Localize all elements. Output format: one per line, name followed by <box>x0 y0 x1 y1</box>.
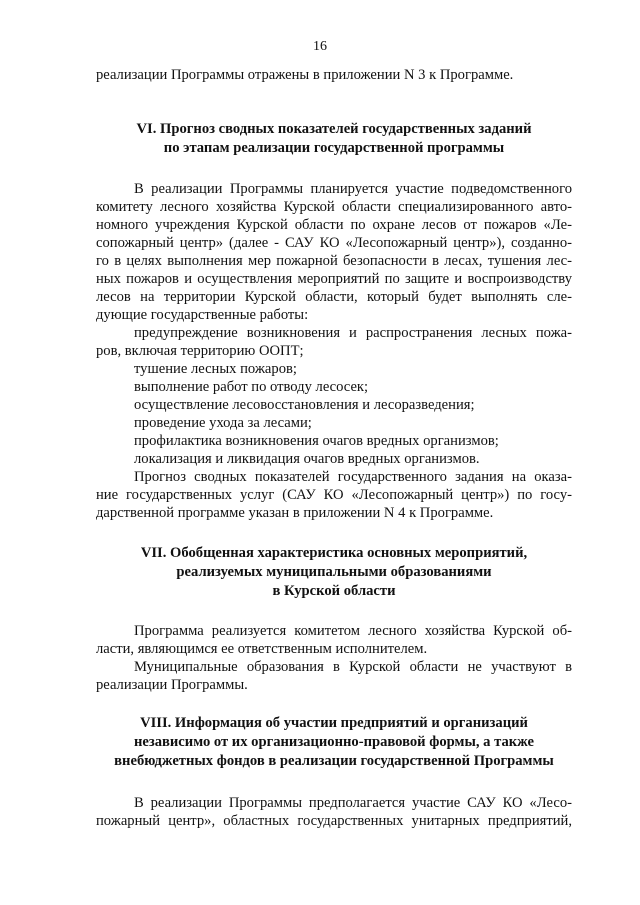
section-6-paragraph-line: лесов на территории Курской области, который будет выполнять сле- <box>96 289 572 305</box>
section-7-heading-line-1: VII. Обобщенная характеристика основных мероприятий, <box>140 545 528 561</box>
section-6-list-item: ров, включая территорию ООПТ; <box>96 343 304 359</box>
section-6-list-item: тушение лесных пожаров; <box>134 361 297 377</box>
section-7-heading-line-3: в Курской области <box>272 583 396 599</box>
section-6-list-item: предупреждение возникновения и распространения лесных пожа- <box>134 325 572 341</box>
intro-line: реализации Программы отражены в приложении N 3 к Программе. <box>96 67 514 83</box>
section-7-heading-line-2: реализуемых муниципальными образованиями <box>176 564 492 580</box>
section-6-heading-line-2: по этапам реализации государственной программы <box>163 140 505 156</box>
section-7-paragraph-line: Муниципальные образования в Курской области не участвуют в <box>134 659 572 675</box>
section-8-heading-line-2: независимо от их организационно-правовой формы, а также <box>133 734 535 750</box>
section-8-paragraph-line: пожарный центр», областных государственных унитарных предприятий, <box>96 813 572 829</box>
section-6-paragraph-line: В реализации Программы планируется участие подведомственного <box>134 181 572 197</box>
page-number: 16 <box>313 39 327 54</box>
section-6-list-item: проведение ухода за лесами; <box>134 415 312 431</box>
section-6-heading-line-1: VI. Прогноз сводных показателей государственных заданий <box>136 121 532 137</box>
section-6-paragraph-line: номного учреждения Курской области по охране лесов от пожаров «Ле- <box>96 217 572 233</box>
section-6-paragraph-line: го в целях выполнения мер пожарной безопасности в лесах, тушения лес- <box>96 253 572 269</box>
section-6-paragraph-line: ных пожаров и осуществления мероприятий по защите и воспроизводству <box>96 271 572 287</box>
section-6-list-item: выполнение работ по отводу лесосек; <box>134 379 369 395</box>
section-6-list-item: осуществление лесовосстановления и лесоразведения; <box>134 397 475 413</box>
section-7-paragraph-line: реализации Программы. <box>96 677 248 693</box>
section-8-heading-line-1: VIII. Информация об участии предприятий и организаций <box>140 715 528 731</box>
section-6-paragraph-line: ние государственных услуг (САУ КО «Лесопожарный центр») по госу- <box>96 487 572 503</box>
section-6-paragraph-line: Прогноз сводных показателей государственного задания на оказа- <box>134 469 572 485</box>
section-6-paragraph-line: дарственной программе указан в приложении N 4 к Программе. <box>96 505 494 521</box>
section-7-paragraph-line: Программа реализуется комитетом лесного хозяйства Курской об- <box>134 623 572 639</box>
section-8-heading-line-3: внебюджетных фондов в реализации государственной Программы <box>114 753 554 769</box>
section-8-paragraph-line: В реализации Программы предполагается участие САУ КО «Лесо- <box>134 795 572 811</box>
section-6-list-item: локализация и ликвидация очагов вредных организмов. <box>134 451 480 467</box>
section-6-paragraph-line: комитету лесного хозяйства Курской области специализированного авто- <box>96 199 572 215</box>
section-7-paragraph-line: ласти, являющимся ее ответственным исполнителем. <box>96 641 428 657</box>
section-6-paragraph-line: дующие государственные работы: <box>96 307 309 323</box>
section-6-paragraph-line: сопожарный центр» (далее - САУ КО «Лесопожарный центр»), созданно- <box>96 235 572 251</box>
section-6-list-item: профилактика возникновения очагов вредных организмов; <box>134 433 499 449</box>
